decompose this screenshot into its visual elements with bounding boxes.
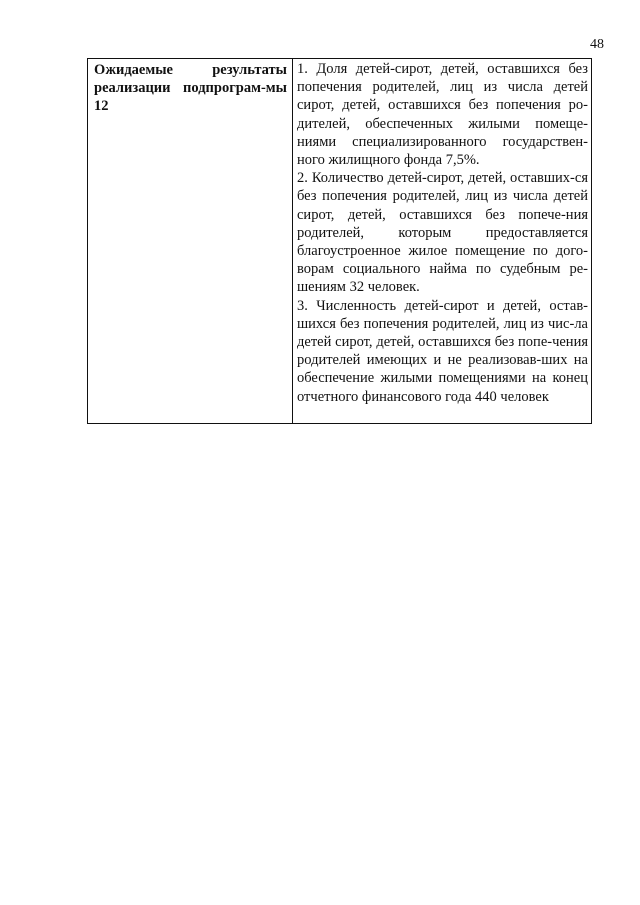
table-content-cell (293, 59, 591, 423)
table-label-cell: Ожидаемые результаты реализации подпрограм-мы 12 (88, 59, 293, 423)
results-table (87, 58, 592, 424)
result-item-3: 3. Численность детей-сирот и детей, остав-шихся без попечения родителей, лиц из чис-ла детей сирот, детей, оставшихся без попе-чения родителей имеющих и не реализовав-ших на обеспечение жилыми помещениями на конец отчетного финансового года 440 человек (297, 297, 588, 405)
page-number: 48 (590, 37, 604, 52)
result-item-1: 1. Доля детей-сирот, детей, оставшихся без попечения родителей, лиц из числа детей сирот, детей, оставшихся без попечения ро-дителей, обеспеченных жилыми помеще-ниями специализированного государствен-ного жилищного фонда 7,5%. (297, 61, 588, 169)
result-item-2: 2. Количество детей-сирот, детей, оставших-ся без попечения родителей, лиц из числа детей сирот, детей, оставшихся без попече-ния родителей, которым предоставляется благоустроенное жилое помещение по дого-ворам социального найма по судебным ре-шениям 32 человек. (297, 170, 588, 296)
